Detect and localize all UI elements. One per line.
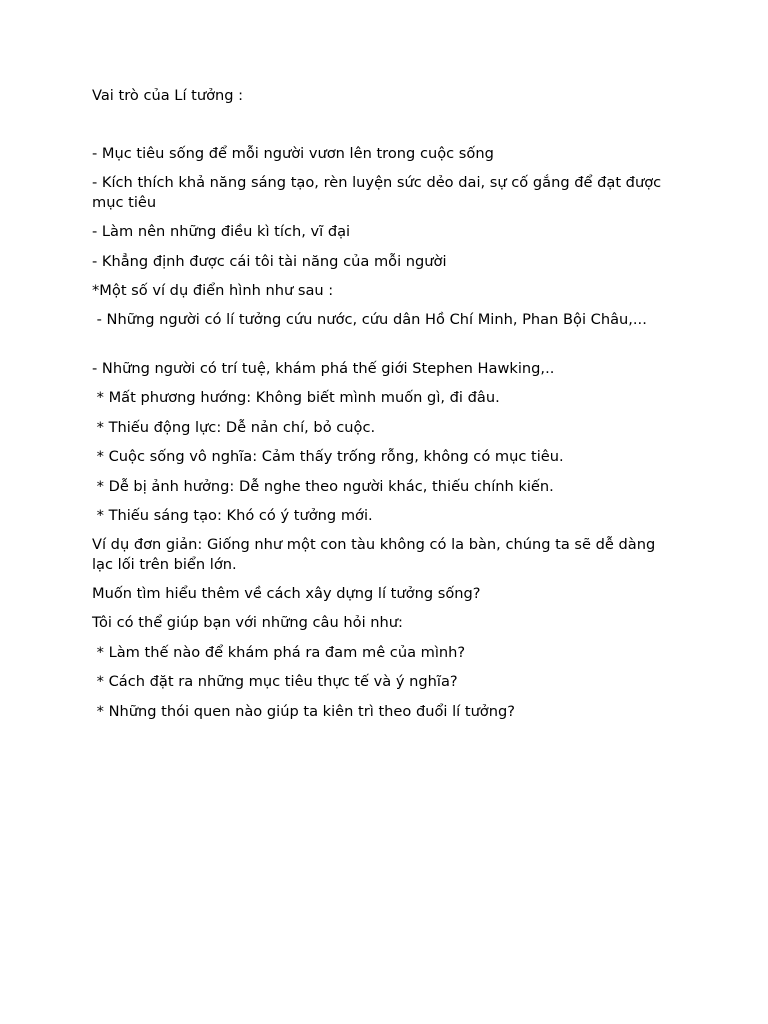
paragraph: - Những người có trí tuệ, khám phá thế giới Stephen Hawking,..	[92, 360, 555, 377]
list-item: * Làm thế nào để khám phá ra đam mê của mình?	[92, 644, 466, 661]
list-item: * Thiếu sáng tạo: Khó có ý tưởng mới.	[92, 507, 373, 524]
paragraph: - Kích thích khả năng sáng tạo, rèn luyện sức dẻo dai, sự cố gắng để đạt được mục tiêu	[92, 174, 666, 211]
list-item: * Dễ bị ảnh hưởng: Dễ nghe theo người khác, thiếu chính kiến.	[92, 478, 554, 495]
list-item: * Thiếu động lực: Dễ nản chí, bỏ cuộc.	[92, 419, 376, 436]
paragraph: - Khẳng định được cái tôi tài năng của mỗi người	[92, 253, 447, 270]
paragraph: Ví dụ đơn giản: Giống như một con tàu không có la bàn, chúng ta sẽ dễ dàng lạc lối trên biển lớn.	[92, 536, 660, 573]
paragraph: Muốn tìm hiểu thêm về cách xây dựng lí tưởng sống?	[92, 585, 481, 602]
paragraph: - Mục tiêu sống để mỗi người vươn lên trong cuộc sống	[92, 145, 494, 162]
list-item: * Những thói quen nào giúp ta kiên trì theo đuổi lí tưởng?	[92, 703, 515, 720]
list-item: * Cách đặt ra những mục tiêu thực tế và ý nghĩa?	[92, 673, 458, 690]
list-item: * Cuộc sống vô nghĩa: Cảm thấy trống rỗng, không có mục tiêu.	[92, 448, 564, 465]
paragraph: Tôi có thể giúp bạn với những câu hỏi như:	[92, 614, 403, 631]
paragraph: *Một số ví dụ điển hình như sau :	[92, 282, 334, 299]
paragraph: - Làm nên những điều kì tích, vĩ đại	[92, 223, 351, 240]
paragraph: - Những người có lí tưởng cứu nước, cứu dân Hồ Chí Minh, Phan Bội Châu,...	[92, 311, 647, 328]
list-item: * Mất phương hướng: Không biết mình muốn gì, đi đâu.	[92, 389, 500, 406]
document-title: Vai trò của Lí tưởng :	[92, 87, 244, 104]
